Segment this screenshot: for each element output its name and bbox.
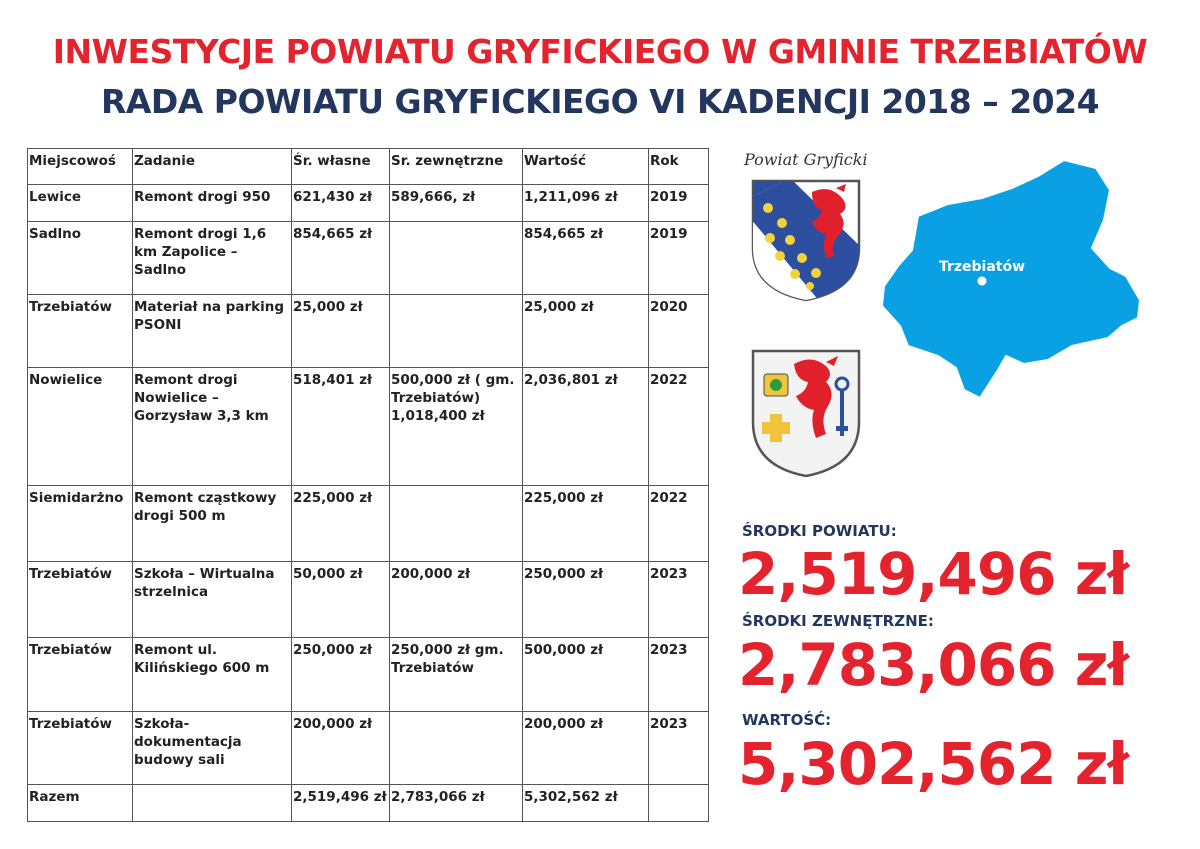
table-row (28, 712, 709, 785)
cell-value: 225,000 zł (523, 486, 649, 562)
cell-place: Siemidarżno (28, 486, 133, 562)
cell-year: 2019 (649, 222, 709, 295)
table-row (28, 562, 709, 638)
cell-value: 25,000 zł (523, 295, 649, 368)
cell-value: 854,665 zł (523, 222, 649, 295)
cell-task: Szkoła – Wirtualna strzelnica (133, 562, 292, 638)
cell-task: Remont drogi Nowielice – Gorzysław 3,3 km (133, 368, 292, 486)
cell-task: Remont ul. Kilińskiego 600 m (133, 638, 292, 712)
gmina-area (882, 160, 1140, 398)
cell-year: 2022 (649, 368, 709, 486)
cell-external (390, 222, 523, 295)
table-header-row (28, 149, 709, 185)
col-header-external: Sr. zewnętrzne (390, 149, 523, 185)
cell-place: Trzebiatów (28, 638, 133, 712)
cell-own: 2,519,496 zł (292, 785, 390, 822)
table-row (28, 486, 709, 562)
table-row (28, 295, 709, 368)
total-value: 5,302,562 zł (738, 730, 1129, 798)
col-header-value: Wartość (523, 149, 649, 185)
trzebiatow-coat-of-arms-icon (750, 348, 862, 478)
cell-place: Trzebiatów (28, 562, 133, 638)
cell-year: 2023 (649, 638, 709, 712)
cell-year: 2023 (649, 562, 709, 638)
powiat-label: Powiat Gryficki (744, 150, 868, 169)
own-funds-value: 2,519,496 zł (738, 540, 1129, 608)
cell-own: 200,000 zł (292, 712, 390, 785)
map-city-marker (978, 277, 987, 286)
cell-task (133, 785, 292, 822)
table-row (28, 185, 709, 222)
investments-table (27, 148, 709, 822)
cell-place: Sadlno (28, 222, 133, 295)
total-value-label: WARTOŚĆ: (742, 711, 832, 729)
cell-year (649, 785, 709, 822)
cell-value: 200,000 zł (523, 712, 649, 785)
col-header-year: Rok (649, 149, 709, 185)
cell-place: Razem (28, 785, 133, 822)
cell-own: 250,000 zł (292, 638, 390, 712)
cell-external: 589,666, zł (390, 185, 523, 222)
cell-external: 250,000 zł gm. Trzebiatów (390, 638, 523, 712)
cell-value: 2,036,801 zł (523, 368, 649, 486)
col-header-own: Śr. własne (292, 149, 390, 185)
cell-year: 2022 (649, 486, 709, 562)
cell-own: 621,430 zł (292, 185, 390, 222)
cell-external (390, 295, 523, 368)
external-funds-value: 2,783,066 zł (738, 631, 1129, 699)
own-funds-label: ŚRODKI POWIATU: (742, 522, 897, 540)
powiat-coat-of-arms-icon (750, 178, 862, 302)
cell-task: Materiał na parking PSONI (133, 295, 292, 368)
cell-value: 5,302,562 zł (523, 785, 649, 822)
cell-external: 200,000 zł (390, 562, 523, 638)
cell-external (390, 712, 523, 785)
cell-task: Szkoła-dokumentacja budowy sali (133, 712, 292, 785)
cell-value: 250,000 zł (523, 562, 649, 638)
cell-place: Trzebiatów (28, 712, 133, 785)
cell-place: Nowielice (28, 368, 133, 486)
cell-year: 2019 (649, 185, 709, 222)
cell-place: Lewice (28, 185, 133, 222)
table-total-row (28, 785, 709, 822)
title-line-1: INWESTYCJE POWIATU GRYFICKIEGO W GMINIE TRZEBIATÓW (52, 32, 1148, 71)
cell-external (390, 486, 523, 562)
cell-value: 500,000 zł (523, 638, 649, 712)
cell-task: Remont drogi 950 (133, 185, 292, 222)
cell-own: 854,665 zł (292, 222, 390, 295)
cell-own: 50,000 zł (292, 562, 390, 638)
table-row (28, 222, 709, 295)
external-funds-label: ŚRODKI ZEWNĘTRZNE: (742, 612, 934, 630)
table-row (28, 368, 709, 486)
gmina-map (878, 150, 1146, 402)
cell-task: Remont drogi 1,6 km Zapolice – Sadlno (133, 222, 292, 295)
cell-own: 25,000 zł (292, 295, 390, 368)
col-header-place: Miejscowoś (28, 149, 133, 185)
cell-external: 500,000 zł ( gm. Trzebiatów) 1,018,400 zł (390, 368, 523, 486)
col-header-task: Zadanie (133, 149, 292, 185)
cell-task: Remont cząstkowy drogi 500 m (133, 486, 292, 562)
title-line-2: RADA POWIATU GRYFICKIEGO VI KADENCJI 2018 – 2024 (100, 82, 1100, 121)
cell-place: Trzebiatów (28, 295, 133, 368)
cell-year: 2020 (649, 295, 709, 368)
cell-own: 225,000 zł (292, 486, 390, 562)
map-city-label: Trzebiatów (938, 259, 1026, 275)
cell-value: 1,211,096 zł (523, 185, 649, 222)
table-row (28, 638, 709, 712)
cell-year: 2023 (649, 712, 709, 785)
cell-external: 2,783,066 zł (390, 785, 523, 822)
cell-own: 518,401 zł (292, 368, 390, 486)
